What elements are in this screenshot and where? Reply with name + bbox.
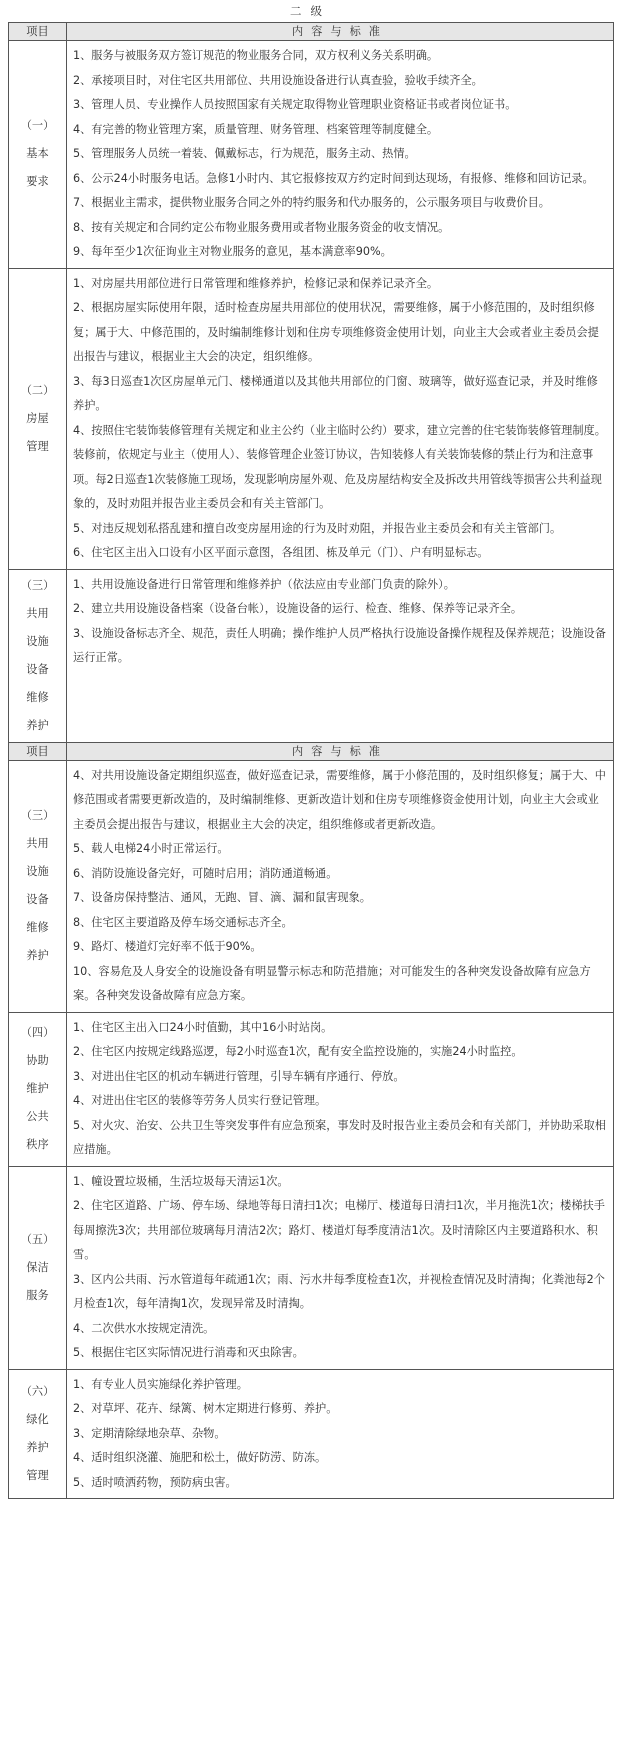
standard-item: 1、住宅区主出入口24小时值勤，其中16小时站岗。 [73,1020,333,1034]
header-col-item: 项目 [9,742,67,760]
category-label-line: 设备 [26,893,49,906]
category-label-line: 共用 [26,606,49,620]
section-items [67,569,614,742]
standard-item: 4、对共用设施设备定期组织巡查，做好巡查记录，需要维修，属于小修范围的，及时组织修复；属于大、中修范围或者需要更新改造的，及时编制维修、更新改造计划和住房专项维修资金使用计划，向业主大会或业主委员会提出报告与建议，根据业主大会的决定，组织维修或者更新改造。 [73,768,606,831]
standard-item: 10、容易危及人身安全的设施设备有明显警示标志和防范措施；对可能发生的各种突发设备故障有应急方案。各种突发设备故障有应急方案。 [73,964,591,1002]
standard-item: 1、共用设施设备进行日常管理和维修养护（依法应由专业部门负责的除外）。 [73,577,455,591]
section-category [9,1166,67,1369]
section-items [67,41,614,269]
section-row [9,1012,614,1166]
page-title: 二级 [290,4,331,18]
section-category [9,268,67,569]
header-col-item: 项目 [9,23,67,41]
table-header-row [9,742,614,760]
category-label-line: 基本 [26,147,49,161]
section-row [9,760,614,1012]
standard-item: 2、承接项目时，对住宅区共用部位、共用设施设备进行认真查验，验收手续齐全。 [73,73,483,87]
category-label-line: 管理 [26,1468,49,1482]
section-items [67,268,614,569]
section-row [9,1166,614,1369]
standard-item: 6、住宅区主出入口设有小区平面示意图，各组团、栋及单元（门）、户有明显标志。 [73,546,489,559]
category-label-line: 共用 [26,837,49,850]
standard-item: 5、适时喷洒药物，预防病虫害。 [73,1475,237,1489]
table-header-row [9,23,614,41]
standard-item: 4、适时组织浇灌、施肥和松土，做好防涝、防冻。 [73,1451,327,1464]
category-label-line: 服务 [26,1288,49,1302]
section-items [67,1166,614,1369]
category-label-line: 养护 [26,949,49,962]
section-items [67,1369,614,1499]
standard-item: 5、根据住宅区实际情况进行消毒和灭虫除害。 [73,1346,304,1359]
category-label-line: 要求 [26,175,49,189]
header-col-content: 内容与标准 [67,742,614,760]
category-label-line: 设备 [26,662,49,676]
standard-item: 5、对火灾、治安、公共卫生等突发事件有应急预案，事发时及时报告业主委员会和有关部门，并协助采取相应措施。 [73,1118,606,1156]
standard-item: 1、幢设置垃圾桶，生活垃圾每天清运1次。 [73,1174,289,1188]
section-items [67,1012,614,1166]
standard-item: 7、设备房保持整洁、通风，无跑、冒、滴、漏和鼠害现象。 [73,891,371,904]
standard-item: 3、每3日巡查1次区房屋单元门、楼梯通道以及其他共用部位的门窗、玻璃等，做好巡查记录，并及时维修养护。 [73,374,598,412]
section-row [9,569,614,742]
standard-item: 2、根据房屋实际使用年限，适时检查房屋共用部位的使用状况，需要维修，属于小修范围的，及时组织修复；属于大、中修范围的，及时编制维修计划和住房专项维修资金使用计划，向业主大会或者业主委员会提出报告与建议，根据业主大会的决定，组织维修。 [73,301,599,363]
category-label-line: （六） [20,1384,55,1398]
standard-item: 3、管理人员、专业操作人员按照国家有关规定取得物业管理职业资格证书或者岗位证书。 [73,98,517,111]
section-category [9,1012,67,1166]
standard-item: 8、按有关规定和合同约定公布物业服务费用或者物业服务资金的收支情况。 [73,220,450,234]
standard-item: 2、对草坪、花卉、绿篱、树木定期进行修剪、养护。 [73,1402,338,1415]
category-label-line: 养护 [26,1440,49,1454]
standard-item: 3、设施设备标志齐全、规范，责任人明确；操作维护人员严格执行设施设备操作规程及保养规范；设施设备运行正常。 [73,626,606,664]
section-category [9,41,67,269]
category-label-line: （三） [20,809,55,822]
category-label-line: （三） [20,578,55,592]
category-label-line: （二） [20,383,55,397]
category-label-line: 维修 [26,690,49,704]
category-label-line: 养护 [26,718,49,732]
standard-item: 9、路灯、楼道灯完好率不低于90%。 [73,940,262,953]
category-label-line: 维护 [26,1082,49,1095]
category-label-line: 房屋 [26,411,49,425]
standard-item: 2、建立共用设施设备档案（设备台帐），设施设备的运行、检查、维修、保养等记录齐全。 [73,602,523,615]
section-items [67,760,614,1012]
standards-table-body [9,23,614,1499]
category-label-line: （一） [20,119,55,133]
standard-item: 4、二次供水水按规定清洗。 [73,1321,215,1335]
section-row [9,1369,614,1499]
category-label-line: （四） [20,1026,55,1039]
category-label-line: 维修 [26,921,49,934]
standard-item: 3、对进出住宅区的机动车辆进行管理，引导车辆有序通行、停放。 [73,1069,405,1083]
category-label-line: 公共 [26,1110,49,1123]
standard-item: 5、对违反规划私搭乱建和擅自改变房屋用途的行为及时劝阻，并报告业主委员会和有关主管部门。 [73,521,562,535]
standard-item: 3、区内公共雨、污水管道每年疏通1次；雨、污水井每季度检查1次，并视检查情况及时清掏；化粪池每2个月检查1次，每年清掏1次，发现异常及时清掏。 [73,1272,605,1310]
section-row [9,41,614,269]
category-label-line: 秩序 [26,1138,49,1151]
section-category [9,569,67,742]
standard-item: 5、载人电梯24小时正常运行。 [73,842,229,855]
standard-item: 4、对进出住宅区的装修等劳务人员实行登记管理。 [73,1094,327,1107]
category-label-line: 设施 [26,634,49,648]
section-row [9,268,614,569]
category-label-line: 保洁 [26,1260,49,1274]
standard-item: 6、消防设施设备完好，可随时启用；消防通道畅通。 [73,866,338,880]
standard-item: 5、管理服务人员统一着装、佩戴标志，行为规范，服务主动、热情。 [73,147,416,160]
standard-item: 1、对房屋共用部位进行日常管理和维修养护，检修记录和保养记录齐全。 [73,276,439,290]
category-label-line: 设施 [26,865,49,878]
standard-item: 6、公示24小时服务电话。急修1小时内、其它报修按双方约定时间到达现场，有报修、维修和回访记录。 [73,171,594,185]
standard-item: 3、定期清除绿地杂草、杂物。 [73,1426,226,1440]
standard-item: 8、住宅区主要道路及停车场交通标志齐全。 [73,915,293,929]
standard-item: 2、住宅区道路、广场、停车场、绿地等每日清扫1次；电梯厅、楼道每日清扫1次，半月拖洗1次；楼梯扶手每周擦洗3次；共用部位玻璃每月清洁2次；路灯、楼道灯每季度清洁1次。及时清除区内主要道路积水、积雪。 [73,1199,605,1261]
category-label-line: 绿化 [26,1412,49,1426]
standard-item: 4、有完善的物业管理方案，质量管理、财务管理、档案管理等制度健全。 [73,122,439,136]
header-col-content: 内容与标准 [67,23,614,41]
section-category [9,760,67,1012]
standard-item: 2、住宅区内按规定线路巡逻，每2小时巡查1次，配有安全监控设施的，实施24小时监控。 [73,1045,523,1058]
standard-item: 1、服务与被服务双方签订规范的物业服务合同，双方权利义务关系明确。 [73,49,439,62]
standards-table [8,22,614,1499]
category-label-line: 管理 [26,439,49,453]
category-label-line: （五） [20,1232,55,1246]
standard-item: 1、有专业人员实施绿化养护管理。 [73,1377,248,1391]
category-label-line: 协助 [26,1054,49,1067]
standard-item: 9、每年至少1次征询业主对物业服务的意见，基本满意率90%。 [73,245,392,258]
standard-item: 7、根据业主需求，提供物业服务合同之外的特约服务和代办服务的，公示服务项目与收费价目。 [73,196,550,209]
section-category [9,1369,67,1499]
standard-item: 4、按照住宅装饰装修管理有关规定和业主公约（业主临时公约）要求，建立完善的住宅装饰装修管理制度。装修前，依规定与业主（使用人）、装修管理企业签订协议，告知装修人有关装饰装修的禁止行为和注意事项。每2日巡查1次装修施工现场，发现影响房屋外观、危及房屋结构安全及拆改共用管线等损害公共利益现象的，及时劝阻并报告业主委员会和有关主管部门。 [73,423,606,510]
